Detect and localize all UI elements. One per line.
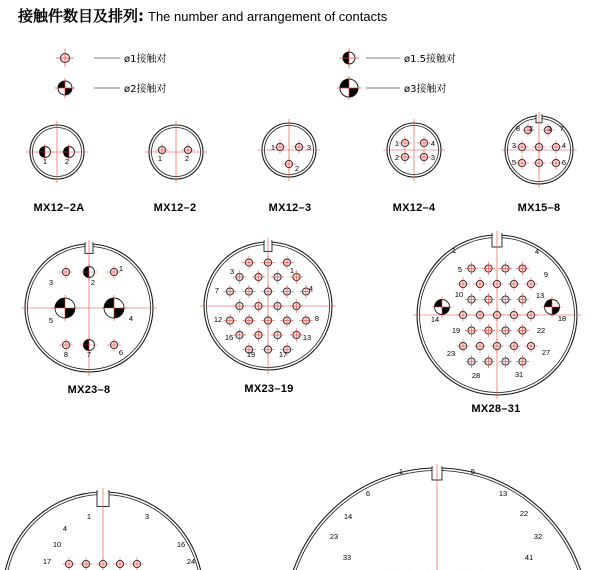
contact-number: 18 (557, 314, 567, 323)
contact-number: 31 (514, 370, 524, 379)
contact-number: 19 (451, 326, 461, 335)
contact-number: 1 (270, 143, 276, 152)
contact-number: 5 (511, 158, 517, 167)
contact-number: 13 (535, 291, 545, 300)
legend-label-3: ø2接触对 (124, 84, 167, 95)
connectors (0, 112, 593, 570)
contact-3mm-icon (337, 76, 361, 100)
connector-mx12-2 (145, 121, 207, 214)
contact-number: 7 (559, 124, 565, 133)
contact-number: 4 (534, 247, 540, 256)
contact-number: 7 (86, 350, 92, 359)
contact-1mm-icon (56, 49, 74, 67)
contact-number: 14 (430, 315, 440, 324)
legend-item-2 (339, 48, 456, 68)
legend-item-3 (55, 78, 166, 98)
contact-number: 1 (394, 139, 400, 148)
legend-item-4 (337, 76, 446, 100)
contact-number: 2 (184, 154, 190, 163)
contact-number: 3 (144, 512, 150, 521)
connector-mx28-31 (413, 231, 581, 415)
contact-number: 4 (561, 141, 567, 150)
contact-number: 8 (314, 314, 320, 323)
contact-number: 12 (213, 315, 223, 324)
contact-number: 3 (430, 153, 436, 162)
title-colon: : (138, 7, 145, 25)
connector-lower-right (281, 464, 593, 570)
contact-2mm-icon (55, 78, 75, 98)
title-cn: 接触件数目及排列 (18, 7, 139, 25)
contact-number: 6 (365, 489, 371, 498)
contact-number: 22 (519, 509, 529, 518)
contact-number: 17 (42, 557, 52, 566)
contact-number: 1 (398, 467, 404, 476)
contact-number: 32 (533, 532, 543, 541)
contact-number: 8 (63, 350, 69, 359)
contact-number: 6 (118, 348, 124, 357)
connector-label: MX23–19 (244, 383, 294, 395)
connector-mx15-8 (501, 112, 577, 214)
contact-number: 24 (186, 557, 196, 566)
contact-number: 13 (302, 333, 312, 342)
contact-number: 4 (128, 314, 134, 323)
contact-number: 3 (511, 141, 517, 150)
contact-number: 9 (543, 270, 549, 279)
connector-mx12-3 (258, 119, 320, 214)
contact-number: 23 (446, 349, 456, 358)
contact-number: 10 (52, 540, 62, 549)
connector-mx23-19 (200, 238, 336, 395)
contact-number: 5 (457, 265, 463, 274)
connector-label: MX12–2 (153, 202, 197, 214)
connector-lower-left (0, 488, 207, 570)
contact-number: 3 (229, 267, 235, 276)
contact-number: 14 (343, 512, 353, 521)
contact-number: 23 (329, 532, 339, 541)
contact-number: 2 (528, 124, 534, 133)
contact-number: 3 (48, 278, 54, 287)
contact-number: 1 (547, 124, 553, 133)
connector-label: MX12–2A (33, 202, 85, 214)
contact-number: 2 (64, 157, 70, 166)
contact-number: 10 (454, 290, 464, 299)
legend-label-1: ø1接触对 (124, 54, 167, 65)
contact-number: 7 (214, 286, 220, 295)
contact-number: 2 (294, 164, 300, 173)
connector-mx12-4 (383, 119, 445, 214)
legend-label-4: ø3接触对 (404, 84, 447, 95)
contact-number: 1 (86, 512, 92, 521)
contact-number: 13 (498, 489, 508, 498)
connector-label: MX15–8 (517, 202, 561, 214)
contact-number: 19 (246, 350, 256, 359)
legend-label-2: ø1.5接触对 (404, 54, 457, 65)
contact-number: 16 (176, 540, 186, 549)
contact-number: 6 (561, 158, 567, 167)
title (17, 7, 388, 25)
contact-number: 33 (342, 553, 352, 562)
contact-number: 2 (90, 278, 96, 287)
contact-number: 17 (278, 350, 288, 359)
contact-number: 3 (306, 143, 312, 152)
contact-number: 41 (524, 553, 534, 562)
contact-number: 2 (394, 153, 400, 162)
connector-mx23-8 (21, 240, 157, 396)
connector-label: MX12–4 (392, 202, 436, 214)
contact-number: 16 (224, 333, 234, 342)
contact-number: 27 (541, 348, 551, 357)
contact-number: 4 (308, 284, 314, 293)
legend-item-1 (56, 49, 166, 67)
contact-number: 1 (42, 157, 48, 166)
connector-label: MX23–8 (67, 384, 111, 396)
legend (55, 48, 456, 100)
contact-number: 8 (515, 124, 521, 133)
contact-number: 5 (470, 467, 476, 476)
contact-number: 28 (471, 371, 481, 380)
contact-number: 4 (430, 139, 436, 148)
connector-label: MX12–3 (268, 202, 312, 214)
contact-number: 4 (62, 524, 68, 533)
connector-mx12-2a (26, 121, 88, 214)
contact-1-5mm-icon (339, 48, 359, 68)
contact-number: 22 (536, 326, 546, 335)
contact-number: 1 (451, 246, 457, 255)
contact-number: 1 (289, 266, 295, 275)
connector-label: MX28–31 (471, 403, 521, 415)
contact-number: 1 (157, 154, 163, 163)
contact-number: 5 (48, 316, 54, 325)
contact-number: 1 (118, 264, 124, 273)
title-en: The number and arrangement of contacts (148, 9, 388, 24)
